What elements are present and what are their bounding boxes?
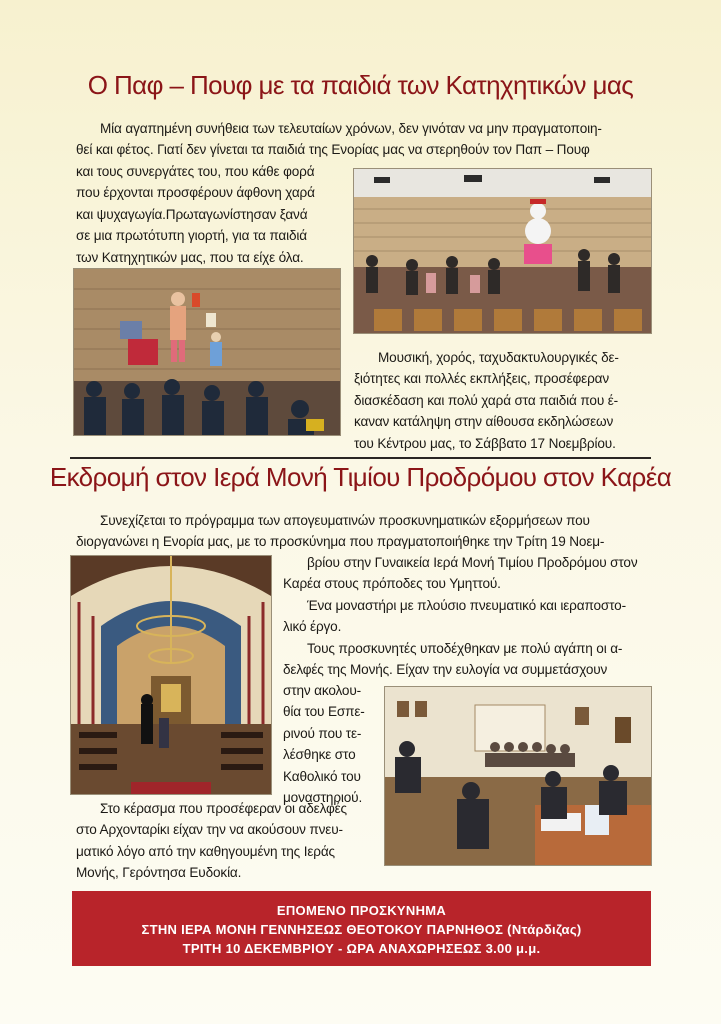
text-line: καναν κατάληψη στην αίθουσα εκδηλώσεων	[354, 414, 614, 430]
text-line: Καρέα στους πρόποδες του Υμηττού.	[283, 576, 501, 592]
banner-heading: ΕΠΟΜΕΝΟ ΠΡΟΣΚΥΝΗΜΑ	[276, 903, 447, 918]
text-line: λέσθηκε στο	[283, 747, 356, 763]
text-line: και τους συνεργάτες του, που κάθε φορά	[76, 164, 315, 179]
text-line: Στο κέρασμα που προσέφεραν οι αδελφές	[100, 801, 347, 816]
article2-bottom-column	[76, 798, 372, 884]
text-line: λικό έργο.	[283, 619, 342, 635]
text-line: ξιότητες και πολλές εκπλήξεις, προσέφεραν	[354, 371, 610, 387]
next-pilgrimage-banner	[72, 891, 651, 966]
text-line: και ψυχαγωγία.Πρωταγωνίστησαν ξανά	[76, 206, 308, 222]
banner-destination: ΣΤΗΝ ΙΕΡΑ ΜΟΝΗ ΓΕΝΝΗΣΕΩΣ ΘΕΟΤΟΚΟΥ ΠΑΡΝΗΘΟΣ (Ντάρδιζας)	[141, 922, 582, 937]
text-line: των Κατηχητικών μας, που τα είχε όλα.	[76, 249, 304, 265]
banner-date-time: ΤΡΙΤΗ 10 ΔΕΚΕΜΒΡΙΟΥ - ΩΡΑ ΑΝΑΧΩΡΗΣΕΩΣ 3.00 μ.μ.	[182, 941, 541, 956]
article2-narrow-column	[283, 680, 377, 808]
text-line: Μονής, Γερόντησα Ευδοκία.	[76, 865, 242, 881]
article2-mid-column	[283, 552, 651, 680]
photo-clown-show	[73, 268, 341, 436]
text-line: σε μια πρωτότυπη γιορτή, για τα παιδιά	[76, 228, 307, 244]
text-line: ματικό λόγο από την καθηγουμένη της Ιεράς	[76, 843, 335, 859]
text-line: Συνεχίζεται το πρόγραμμα των απογευματινών προσκυνηματικών εξορμήσεων που	[100, 513, 590, 528]
text-line: διασκέδαση και πολύ χαρά στα παιδιά που έ-	[354, 392, 619, 408]
text-line: Μουσική, χορός, ταχυδακτυλουργικές δε-	[378, 350, 619, 365]
text-line: στην ακολου-	[283, 683, 361, 698]
text-line: βρίου στην Γυναικεία Ιερά Μονή Τιμίου Προδρόμου στον	[307, 555, 638, 570]
article-title-paf-pouf: Ο Παφ – Πουφ με τα παιδιά των Κατηχητικών μας	[87, 70, 634, 100]
photo-reception-room	[384, 686, 652, 866]
text-line: Μία αγαπημένη συνήθεια των τελευταίων χρόνων, δεν γινόταν να μην πραγματοποιη-	[100, 121, 602, 136]
photo-church-interior	[70, 555, 272, 795]
text-line: του Κέντρου μας, το Σάββατο 17 Νοεμβρίου.	[354, 435, 616, 451]
text-line: θία του Εσπε-	[283, 704, 365, 720]
section-divider	[70, 457, 651, 459]
text-line: μοναστηριού.	[283, 790, 363, 806]
article2-intro	[76, 510, 650, 553]
article1-right-column	[354, 347, 650, 454]
text-line: θεί και φέτος. Γιατί δεν γίνεται τα παιδιά της Ενορίας μας να στερηθούν τον Παπ – Πουφ	[76, 142, 590, 158]
text-line: Ένα μοναστήρι με πλούσιο πνευματικό και ιεραποστο-	[307, 597, 626, 613]
article1-intro	[76, 118, 650, 161]
text-line: στο Αρχονταρίκι είχαν την να ακούσουν πνευ-	[76, 822, 343, 838]
text-line: ρινού που τε-	[283, 725, 362, 741]
text-line: που έρχονται προσφέρουν άφθονη χαρά	[76, 185, 315, 201]
article1-left-column	[76, 161, 346, 268]
text-line: Τους προσκυνητές υποδέχθηκαν με πολύ αγάπη οι α-	[307, 640, 623, 656]
text-line: Καθολικό του	[283, 768, 361, 784]
article-title-monastery-trip: Εκδρομή στον Ιερά Μονή Τιμίου Προδρόμου στον Καρέα	[49, 462, 672, 492]
text-line: διοργανώνει η Ενορία μας, με το προσκύνημα που πραγματοποιήθηκε την Τρίτη 19 Νοεμ-	[76, 534, 605, 550]
photo-party-hall	[353, 168, 652, 334]
text-line: δελφές της Μονής. Είχαν την ευλογία να συμμετάσχουν	[283, 662, 608, 678]
